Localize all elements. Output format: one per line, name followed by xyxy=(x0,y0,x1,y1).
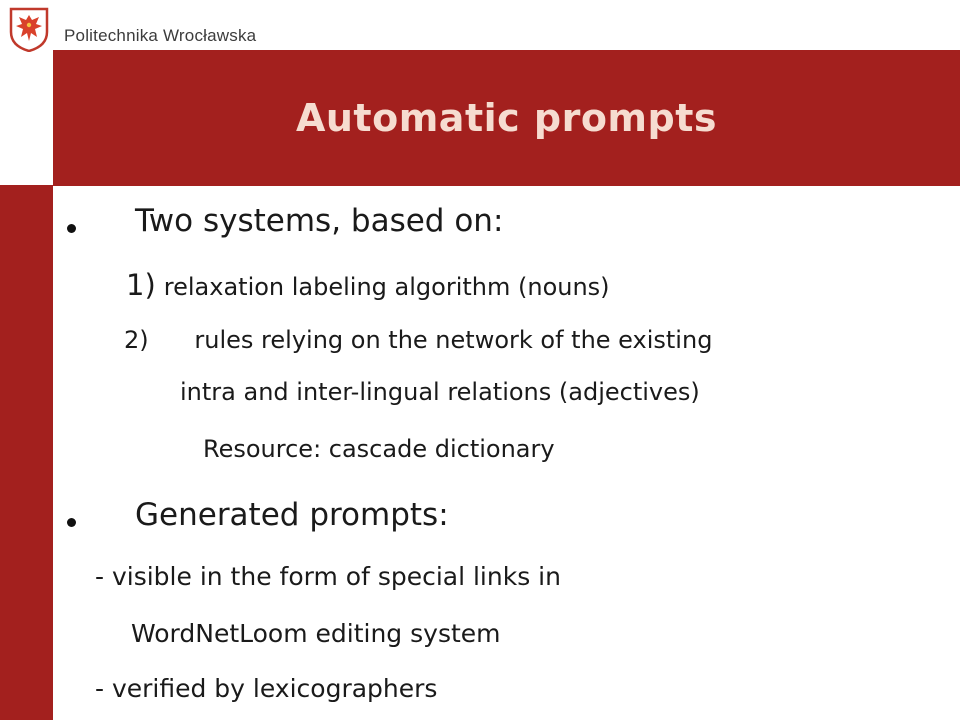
bullet-dot-icon xyxy=(67,518,76,527)
list-item-text: relaxation labeling algorithm (nouns) xyxy=(163,273,610,301)
title-bar xyxy=(53,50,960,186)
bullet-generated-prompts: Generated prompts: xyxy=(135,497,449,533)
list-item-relaxation xyxy=(126,268,610,302)
bullet-dot-icon xyxy=(67,224,76,233)
list-item-rules: 2) rules relying on the network of the existing xyxy=(124,326,713,354)
sub-item-wordnetloom: WordNetLoom editing system xyxy=(131,619,501,648)
list-number-1: 1) xyxy=(126,268,156,302)
list-item-rules-continued: intra and inter-lingual relations (adjectives) xyxy=(180,378,700,406)
slide-title: Automatic prompts xyxy=(295,96,718,140)
left-sidebar xyxy=(0,0,53,720)
university-name: Politechnika Wrocławska xyxy=(64,26,257,45)
bullet-two-systems: Two systems, based on: xyxy=(135,203,504,239)
sub-item-visible-links: - visible in the form of special links in xyxy=(95,562,561,591)
resource-line: Resource: cascade dictionary xyxy=(203,435,555,463)
sub-item-verified: - verified by lexicographers xyxy=(95,674,438,703)
eagle-crest-icon xyxy=(8,6,50,52)
slide-content xyxy=(53,186,960,720)
sidebar-red-band xyxy=(0,185,53,720)
